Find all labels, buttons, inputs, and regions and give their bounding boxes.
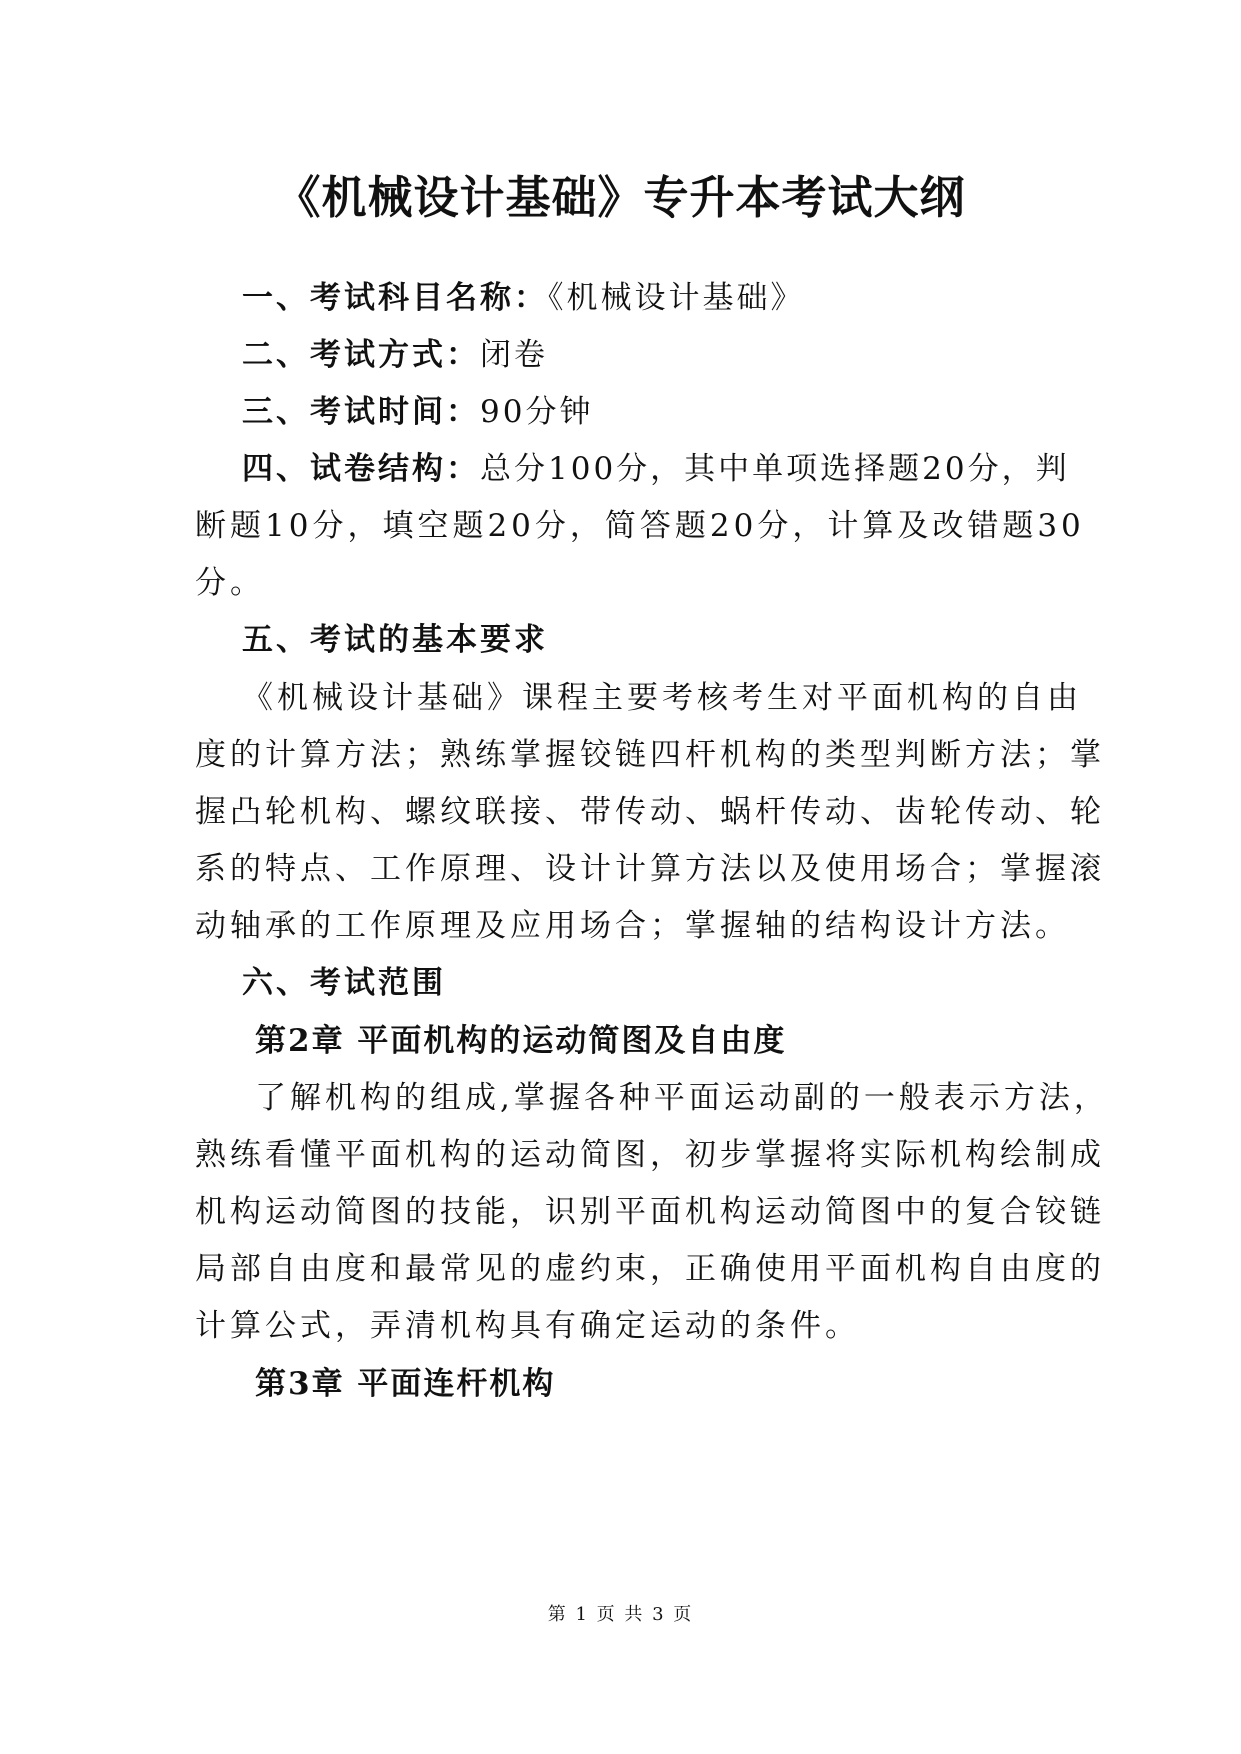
item-mode-label: 二、考试方式： — [242, 337, 480, 373]
item-structure-line1: 总分100分，其中单项选择题20分，判 — [480, 451, 1070, 487]
chapter-2-line: 了解机构的组成,掌握各种平面运动副的一般表示方法， — [255, 1080, 1109, 1116]
chapter-2-title: 第2章 平面机构的运动简图及自由度 — [255, 1023, 787, 1059]
chapter-3-title: 第3章 平面连杆机构 — [255, 1366, 556, 1402]
item-time-label: 三、考试时间： — [242, 394, 480, 430]
item-time — [242, 380, 593, 444]
scope-heading-text: 六、考试范围 — [242, 965, 446, 1001]
requirements-line: 度的计算方法；熟练掌握铰链四杆机构的类型判断方法；掌 — [195, 737, 1105, 773]
item-subject-value: 《机械设计基础》 — [548, 280, 805, 316]
chapter-2-line: 计算公式，弄清机构具有确定运动的条件。 — [195, 1308, 860, 1344]
page-footer: 第 1 页 共 3 页 — [547, 1604, 694, 1625]
item-structure — [242, 437, 1070, 501]
requirements-line: 系的特点、工作原理、设计计算方法以及使用场合；掌握滚 — [195, 851, 1105, 887]
document-title: 《机械设计基础》专升本考试大纲 — [275, 171, 966, 224]
chapter-2-line: 局部自由度和最常见的虚约束，正确使用平面机构自由度的 — [195, 1251, 1105, 1287]
item-mode-value: 闭卷 — [480, 337, 548, 373]
requirements-heading-text: 五、考试的基本要求 — [242, 622, 548, 658]
item-mode — [242, 323, 548, 387]
chapter-2-line: 机构运动简图的技能，识别平面机构运动简图中的复合铰链 — [195, 1194, 1105, 1230]
item-structure-line2: 断题10分，填空题20分，简答题20分，计算及改错题30 — [195, 508, 1085, 544]
requirements-line: 握凸轮机构、螺纹联接、带传动、蜗杆传动、齿轮传动、轮 — [195, 794, 1105, 830]
requirements-heading — [242, 608, 548, 672]
scope-heading — [242, 951, 446, 1015]
item-time-value: 90分钟 — [480, 394, 594, 430]
item-structure-label: 四、试卷结构： — [242, 451, 480, 487]
item-subject — [242, 266, 805, 330]
requirements-line: 动轴承的工作原理及应用场合；掌握轴的结构设计方法。 — [195, 908, 1070, 944]
chapter-2-line: 熟练看懂平面机构的运动简图，初步掌握将实际机构绘制成 — [195, 1137, 1105, 1173]
item-subject-label: 一、考试科目名称： — [242, 280, 548, 316]
item-structure-line3: 分。 — [195, 565, 265, 601]
requirements-line: 《机械设计基础》课程主要考核考生对平面机构的自由 — [242, 680, 1082, 716]
